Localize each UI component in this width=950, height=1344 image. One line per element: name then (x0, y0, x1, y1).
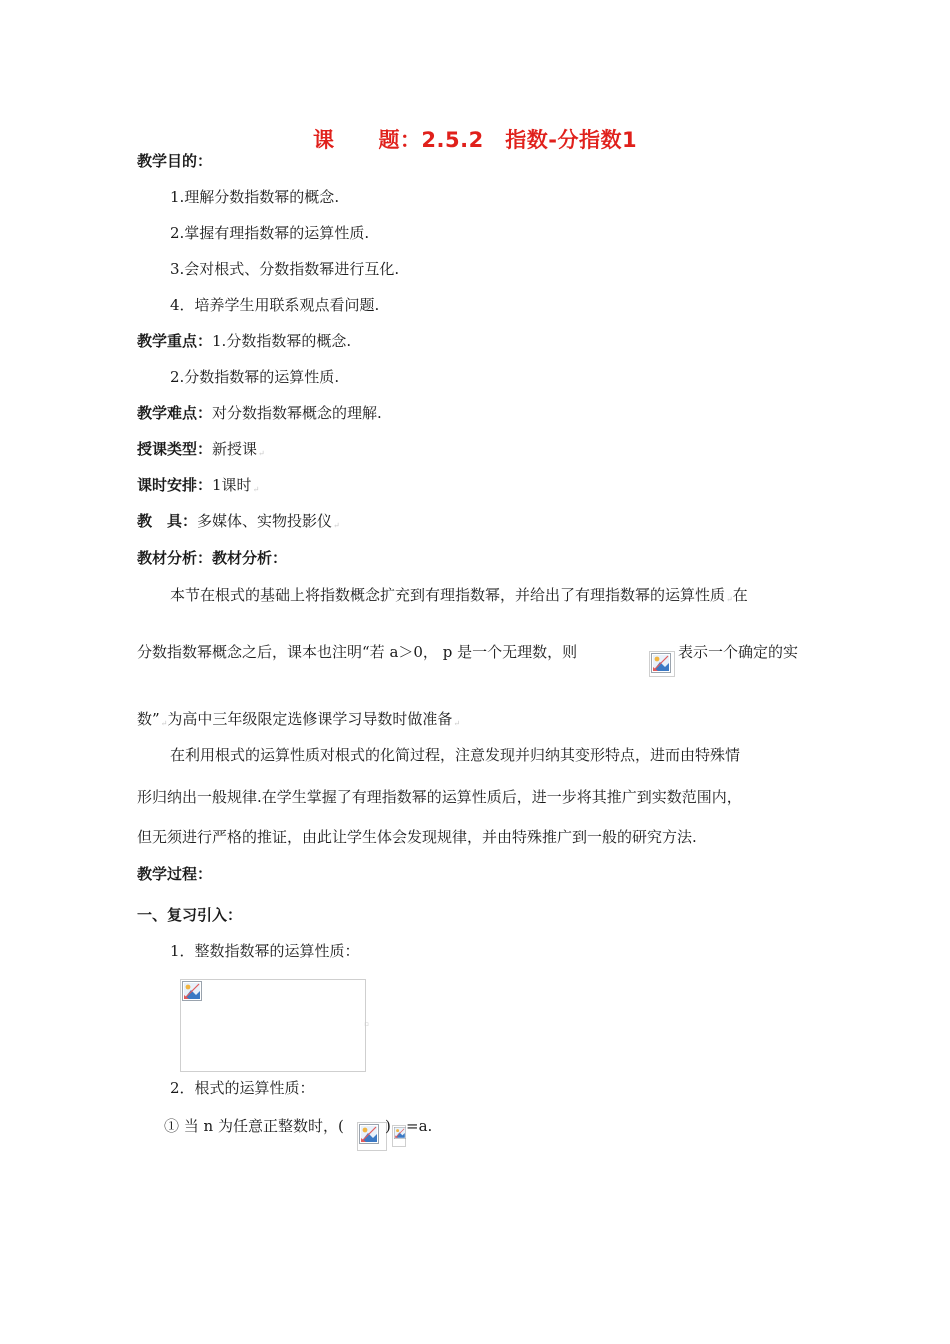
objective-item: 2.掌握有理指数幂的运算性质. (170, 224, 370, 242)
paragraph-mark-icon: ↵ (258, 449, 265, 458)
objective-item: 4．培养学生用联系观点看问题. (170, 296, 380, 314)
analysis-p1-line3: 数”↵为高中三年级限定选修课学习导数时做准备↵ (137, 710, 461, 728)
key-point-item: 2.分数指数幂的运算性质. (170, 368, 340, 386)
analysis-label: 教材分析：教材分析： (137, 549, 288, 567)
tools-text: 多媒体、实物投影仪 (197, 512, 333, 530)
broken-image-icon (651, 653, 671, 673)
process-item-2-sub-b: ) (385, 1117, 391, 1135)
analysis-p1-line2b: 表示一个确定的实 (678, 643, 799, 661)
broken-image-icon (394, 1127, 406, 1139)
paragraph-mark-icon: ↵ (252, 485, 260, 494)
analysis-p1-line1: 本节在根式的基础上将指数概念扩充到有理指数幂，并给出了有理指数幂的运算性质↵在 (170, 586, 748, 604)
formula-image-placeholder (180, 979, 369, 1072)
schedule-text: 1课时 (212, 476, 252, 494)
formula-image-placeholder (649, 651, 675, 677)
lesson-type-label: 授课类型： (137, 440, 213, 458)
objective-item: 3.会对根式、分数指数幂进行互化. (170, 260, 400, 278)
process-item-2-sub-a: ① 当 n 为任意正整数时，( (164, 1117, 344, 1135)
difficulty-label: 教学难点： (137, 404, 213, 422)
schedule-label: 课时安排： (137, 476, 213, 494)
analysis-p2-line3: 但无须进行严格的推证，由此让学生体会发现规律，并由特殊推广到一般的研究方法. (137, 828, 697, 846)
analysis-p1-line2a: 分数指数幂概念之后，课本也注明“若 a＞0， p 是一个无理数，则 (137, 643, 578, 661)
analysis-p2-line2: 形归纳出一般规律.在学生掌握了有理指数幂的运算性质后，进一步将其推广到实数范围内， (137, 788, 742, 806)
tools-label: 教 具： (137, 512, 198, 530)
analysis-p2-line1: 在利用根式的运算性质对根式的化简过程，注意发现并归纳其变形特点，进而由特殊情 (170, 746, 741, 764)
lesson-type-row (137, 439, 265, 464)
process-item-2: 2．根式的运算性质： (170, 1079, 315, 1097)
paragraph-mark-icon: ↵ (160, 719, 168, 728)
schedule-row (137, 475, 259, 500)
broken-image-icon (359, 1124, 379, 1144)
formula-image-placeholder (357, 1122, 387, 1151)
objectives-label: 教学目的： (137, 152, 213, 170)
formula-image-placeholder (392, 1125, 406, 1147)
section-heading: 一、复习引入： (137, 906, 243, 924)
anchor-mark-icon: ▫ (364, 1020, 369, 1028)
title-main: 题：2.5.2 指数-分指数1 (378, 128, 638, 152)
paragraph-mark-icon: ↵ (453, 719, 461, 728)
tools-row (137, 511, 340, 536)
process-label: 教学过程： (137, 865, 213, 883)
key-point-item: 1.分数指数幂的概念. (212, 332, 352, 350)
process-item-1: 1．整数指数幂的运算性质： (170, 942, 360, 960)
broken-image-icon (182, 981, 202, 1001)
difficulty-text: 对分数指数幂概念的理解. (212, 404, 382, 422)
key-points-label: 教学重点： (137, 332, 213, 350)
title-prefix: 课 (312, 128, 335, 152)
paragraph-mark-icon: ↵ (333, 521, 340, 530)
process-item-2-sub-c: =a. (406, 1117, 433, 1135)
lesson-type-text: 新授课 (212, 440, 258, 458)
objective-item: 1.理解分数指数幂的概念. (170, 188, 340, 206)
key-points-row (137, 331, 351, 351)
difficulty-row (137, 403, 382, 423)
page-title (0, 124, 950, 154)
paragraph-mark-icon: ↵ (726, 595, 733, 604)
